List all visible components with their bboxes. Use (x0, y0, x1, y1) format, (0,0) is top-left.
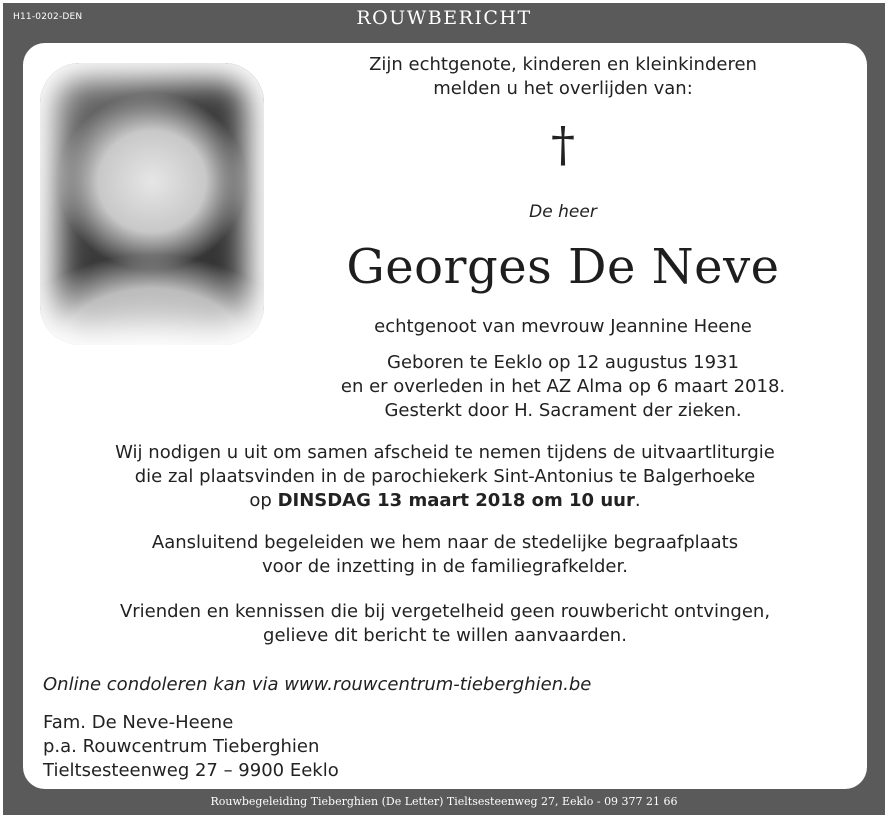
burial-line-1: Aansluitend begeleiden we hem naar de stedelijke begraafplaats (151, 532, 739, 553)
birth-line: Geboren te Eeklo op 12 augustus 1931 (387, 352, 739, 373)
header-title: ROUWBERICHT (356, 7, 532, 29)
friends-line-2: gelieve dit bericht te willen aanvaarden. (263, 625, 627, 646)
ceremony-line-2: die zal plaatsvinden in de parochiekerk Sint-Antonius te Balgerhoeke (134, 466, 756, 487)
family-signature (43, 711, 339, 783)
ceremony-text (23, 441, 867, 513)
ceremony-prefix: op (249, 490, 278, 511)
footer-text: Rouwbegeleiding Tieberghien (De Letter) Tieltsesteenweg 27, Eeklo - 09 377 21 66 (210, 795, 678, 808)
life-dates (283, 351, 843, 423)
friends-line-1: Vrienden en kennissen die bij vergetelheid geen rouwbericht ontvingen, (119, 601, 771, 622)
honorific: De heer (529, 202, 597, 222)
reference-code: H11-0202-DEN (13, 12, 83, 22)
burial-line-2: voor de inzetting in de familiegrafkelder. (262, 556, 628, 577)
ceremony-suffix: . (634, 490, 641, 511)
intro-text (283, 53, 843, 101)
intro-line-2: melden u het overlijden van: (433, 78, 693, 99)
friends-text (23, 600, 867, 648)
obituary-card (23, 43, 867, 789)
family-line-3: Tieltsesteenweg 27 – 9900 Eeklo (43, 760, 339, 781)
cross-icon: † (551, 117, 575, 173)
portrait-photo (40, 63, 264, 345)
spouse-line: echtgenoot van mevrouw Jeannine Heene (374, 316, 752, 337)
deceased-name: Georges De Neve (346, 239, 780, 295)
online-condolence: Online condoleren kan via www.rouwcentrum-tieberghien.be (43, 674, 592, 695)
intro-line-1: Zijn echtgenote, kinderen en kleinkinderen (369, 54, 757, 75)
sacrament-line: Gesterkt door H. Sacrament der zieken. (384, 400, 742, 421)
ceremony-line-3 (23, 489, 867, 513)
obituary-frame (3, 3, 885, 815)
ceremony-line-1: Wij nodigen u uit om samen afscheid te nemen tijdens de uitvaartliturgie (115, 442, 775, 463)
family-line-2: p.a. Rouwcentrum Tieberghien (43, 736, 320, 757)
death-line: en er overleden in het AZ Alma op 6 maart 2018. (340, 376, 786, 397)
ceremony-date: DINSDAG 13 maart 2018 om 10 uur (277, 490, 635, 511)
family-line-1: Fam. De Neve-Heene (43, 712, 234, 733)
burial-text (23, 531, 867, 579)
